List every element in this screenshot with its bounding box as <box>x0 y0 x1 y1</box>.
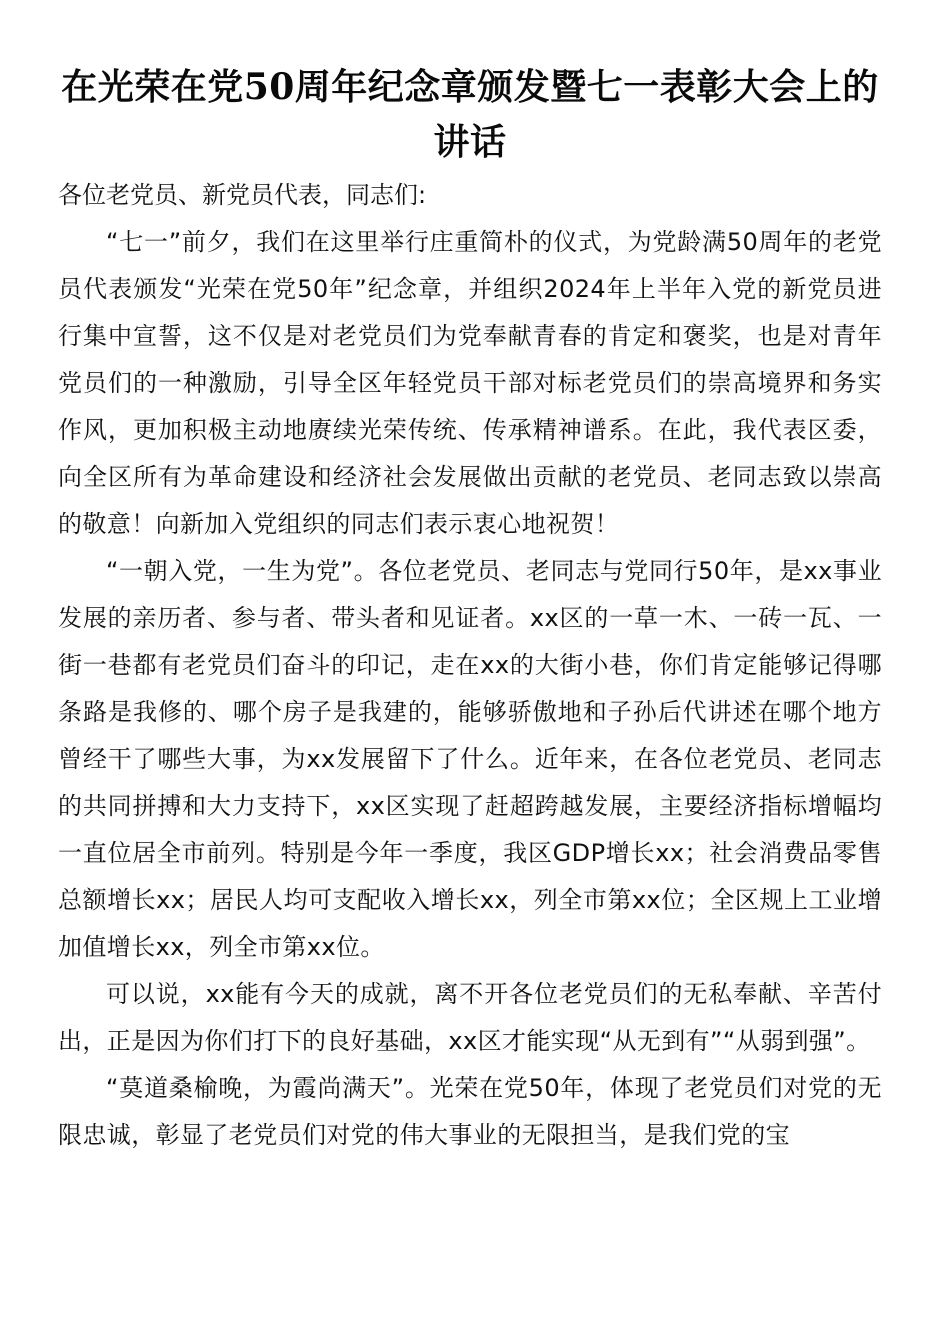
body-paragraph: “七一”前夕，我们在这里举行庄重简朴的仪式，为党龄满50周年的老党员代表颁发“光荣在党50年”纪念章，并组织2024年上半年入党的新党员进行集中宣誓，这不仅是对老党员们为党奉献青春的肯定和褒奖，也是对青年党员们的一种激励，引导全区年轻党员干部对标老党员们的崇高境界和务实作风，更加积极主动地赓续光荣传统、传承精神谱系。在此，我代表区委，向全区所有为革命建设和经济社会发展做出贡献的老党员、老同志致以崇高的敬意！向新加入党组织的同志们表示衷心地祝贺！ <box>58 228 882 538</box>
body-paragraph: “莫道桑榆晚，为霞尚满天”。光荣在党50年，体现了老党员们对党的无限忠诚，彰显了老党员们对党的伟大事业的无限担当，是我们党的宝 <box>58 1074 882 1149</box>
body-paragraph: “一朝入党，一生为党”。各位老党员、老同志与党同行50年，是xx事业发展的亲历者、参与者、带头者和见证者。xx区的一草一木、一砖一瓦、一街一巷都有老党员们奋斗的印记，走在xx的大街小巷，你们肯定能够记得哪条路是我修的、哪个房子是我建的，能够骄傲地和子孙后代讲述在哪个地方曾经干了哪些大事，为xx发展留下了什么。近年来，在各位老党员、老同志的共同拼搏和大力支持下，xx区实现了赶超跨越发展，主要经济指标增幅均一直位居全市前列。特别是今年一季度，我区GDP增长xx；社会消费品零售总额增长xx；居民人均可支配收入增长xx，列全市第xx位；全区规上工业增加值增长xx，列全市第xx位。 <box>58 557 882 961</box>
document-title: 在光荣在党50周年纪念章颁发暨七一表彰大会上的讲话 <box>61 66 879 163</box>
body-paragraph: 可以说，xx能有今天的成就，离不开各位老党员们的无私奉献、辛苦付出，正是因为你们打下的良好基础，xx区才能实现“从无到有”“从弱到强”。 <box>58 980 882 1055</box>
salutation: 各位老党员、新党员代表，同志们: <box>58 181 427 209</box>
